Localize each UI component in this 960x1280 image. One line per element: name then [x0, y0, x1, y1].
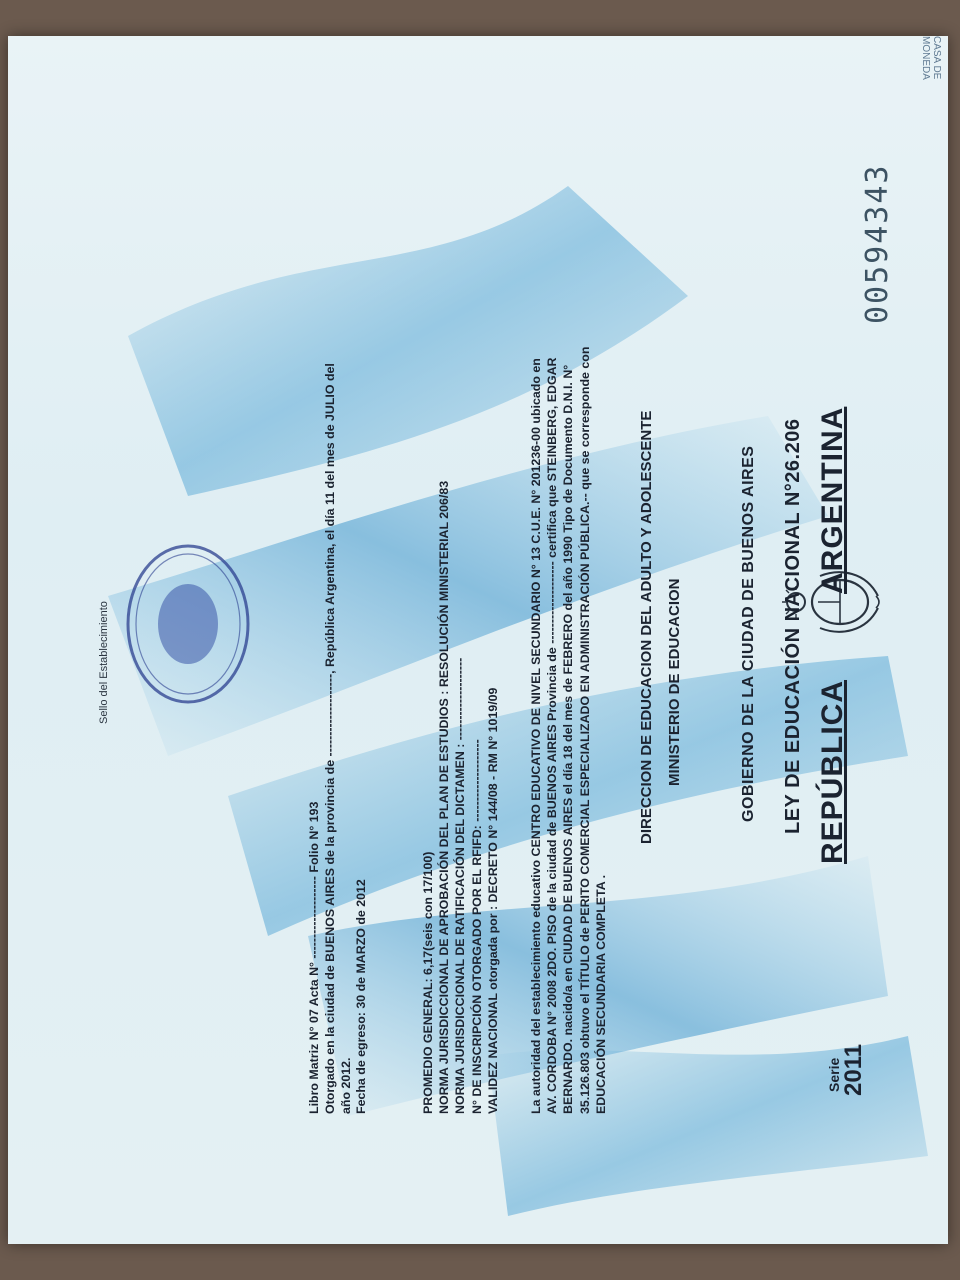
registry-line: Otorgado en la ciudad de BUENOS AIRES de la provincia de --------------------, República Argentina, el día 11 del mes de JULIO del — [323, 363, 338, 1114]
detail-line: NORMA JURISDICCIONAL DE RATIFICACIÓN DEL DICTAMEN : -------------------- — [453, 657, 468, 1114]
detail-line: VALIDEZ NACIONAL otorgada por : DECRETO N° 144/08 - RM N° 1019/09 — [485, 687, 500, 1114]
registry-line: año 2012. — [339, 1057, 354, 1114]
direction-title: DIRECCION DE EDUCACION DEL ADULTO Y ADOLESCENTE — [638, 410, 655, 844]
institution-stamp-icon — [118, 524, 278, 724]
certification-paragraph — [528, 244, 609, 1114]
detail-line: PROMEDIO GENERAL: 6,17(seis con 17/100) — [421, 851, 435, 1114]
graduation-date: Fecha de egreso: 30 de MARZO de 2012 — [354, 879, 368, 1114]
paragraph-line: AV. CORDOBA N° 2008 2DO. PISO de la ciudad de BUENOS AIRES Provincia de -------------------- certifica que STEINBERG, EDGAR — [545, 357, 560, 1114]
title-republica: REPÚBLICA — [816, 679, 849, 864]
title-argentina: ARGENTINA — [816, 406, 849, 594]
stamp-caption: Sello del Establecimiento — [98, 601, 110, 724]
registry-block — [306, 214, 355, 1114]
detail-line: N° DE INSCRIPCIÓN OTORGADO POR EL RFIFD: -------------------- — [469, 739, 484, 1114]
document-content-rotated — [8, 36, 948, 1244]
registry-line: Libro Matriz N° 07 Acta N° -------------------- Folio N° 193 — [307, 801, 321, 1114]
paragraph-line: EDUCACIÓN SECUNDARIA COMPLETA . — [593, 874, 608, 1114]
government-title: GOBIERNO DE LA CIUDAD DE BUENOS AIRES — [740, 445, 757, 822]
ministry-title: MINISTERIO DE EDUCACION — [666, 578, 683, 786]
paragraph-line: 35.126.803 obtuvo el TÍTULO de PERITO COMERCIAL ESPECIALIZADO EN ADMINISTRACIÓN PÚBLICA.-- que se corresponde con — [577, 346, 592, 1114]
paragraph-line: La autoridad del establecimiento educativo CENTRO EDUCATIVO DE NIVEL SECUNDARIO N° 13 C.U.E. N° 201236-00 ubicado en — [529, 358, 543, 1114]
serie-label: Serie — [826, 1057, 842, 1092]
diploma-document — [8, 36, 948, 1244]
details-list — [420, 244, 501, 1114]
law-title: LEY DE EDUCACIÓN NACIONAL N°26.206 — [782, 418, 804, 834]
detail-line: NORMA JURISDICCIONAL DE APROBACIÓN DEL PLAN DE ESTUDIOS : RESOLUCIÓN MINISTERIAL 206/83 — [437, 480, 452, 1114]
serie-value: 2011 — [840, 1043, 867, 1096]
paragraph-line: BERNARDO. nacido/a en CIUDAD DE BUENOS AIRES el día 18 del mes de FEBRERO del año 1990 Tipo de Documento D.N.I. N° — [561, 364, 576, 1114]
printer-mark: CASA DE MONEDA — [920, 36, 942, 80]
serial-number: 00594343 — [860, 163, 895, 324]
